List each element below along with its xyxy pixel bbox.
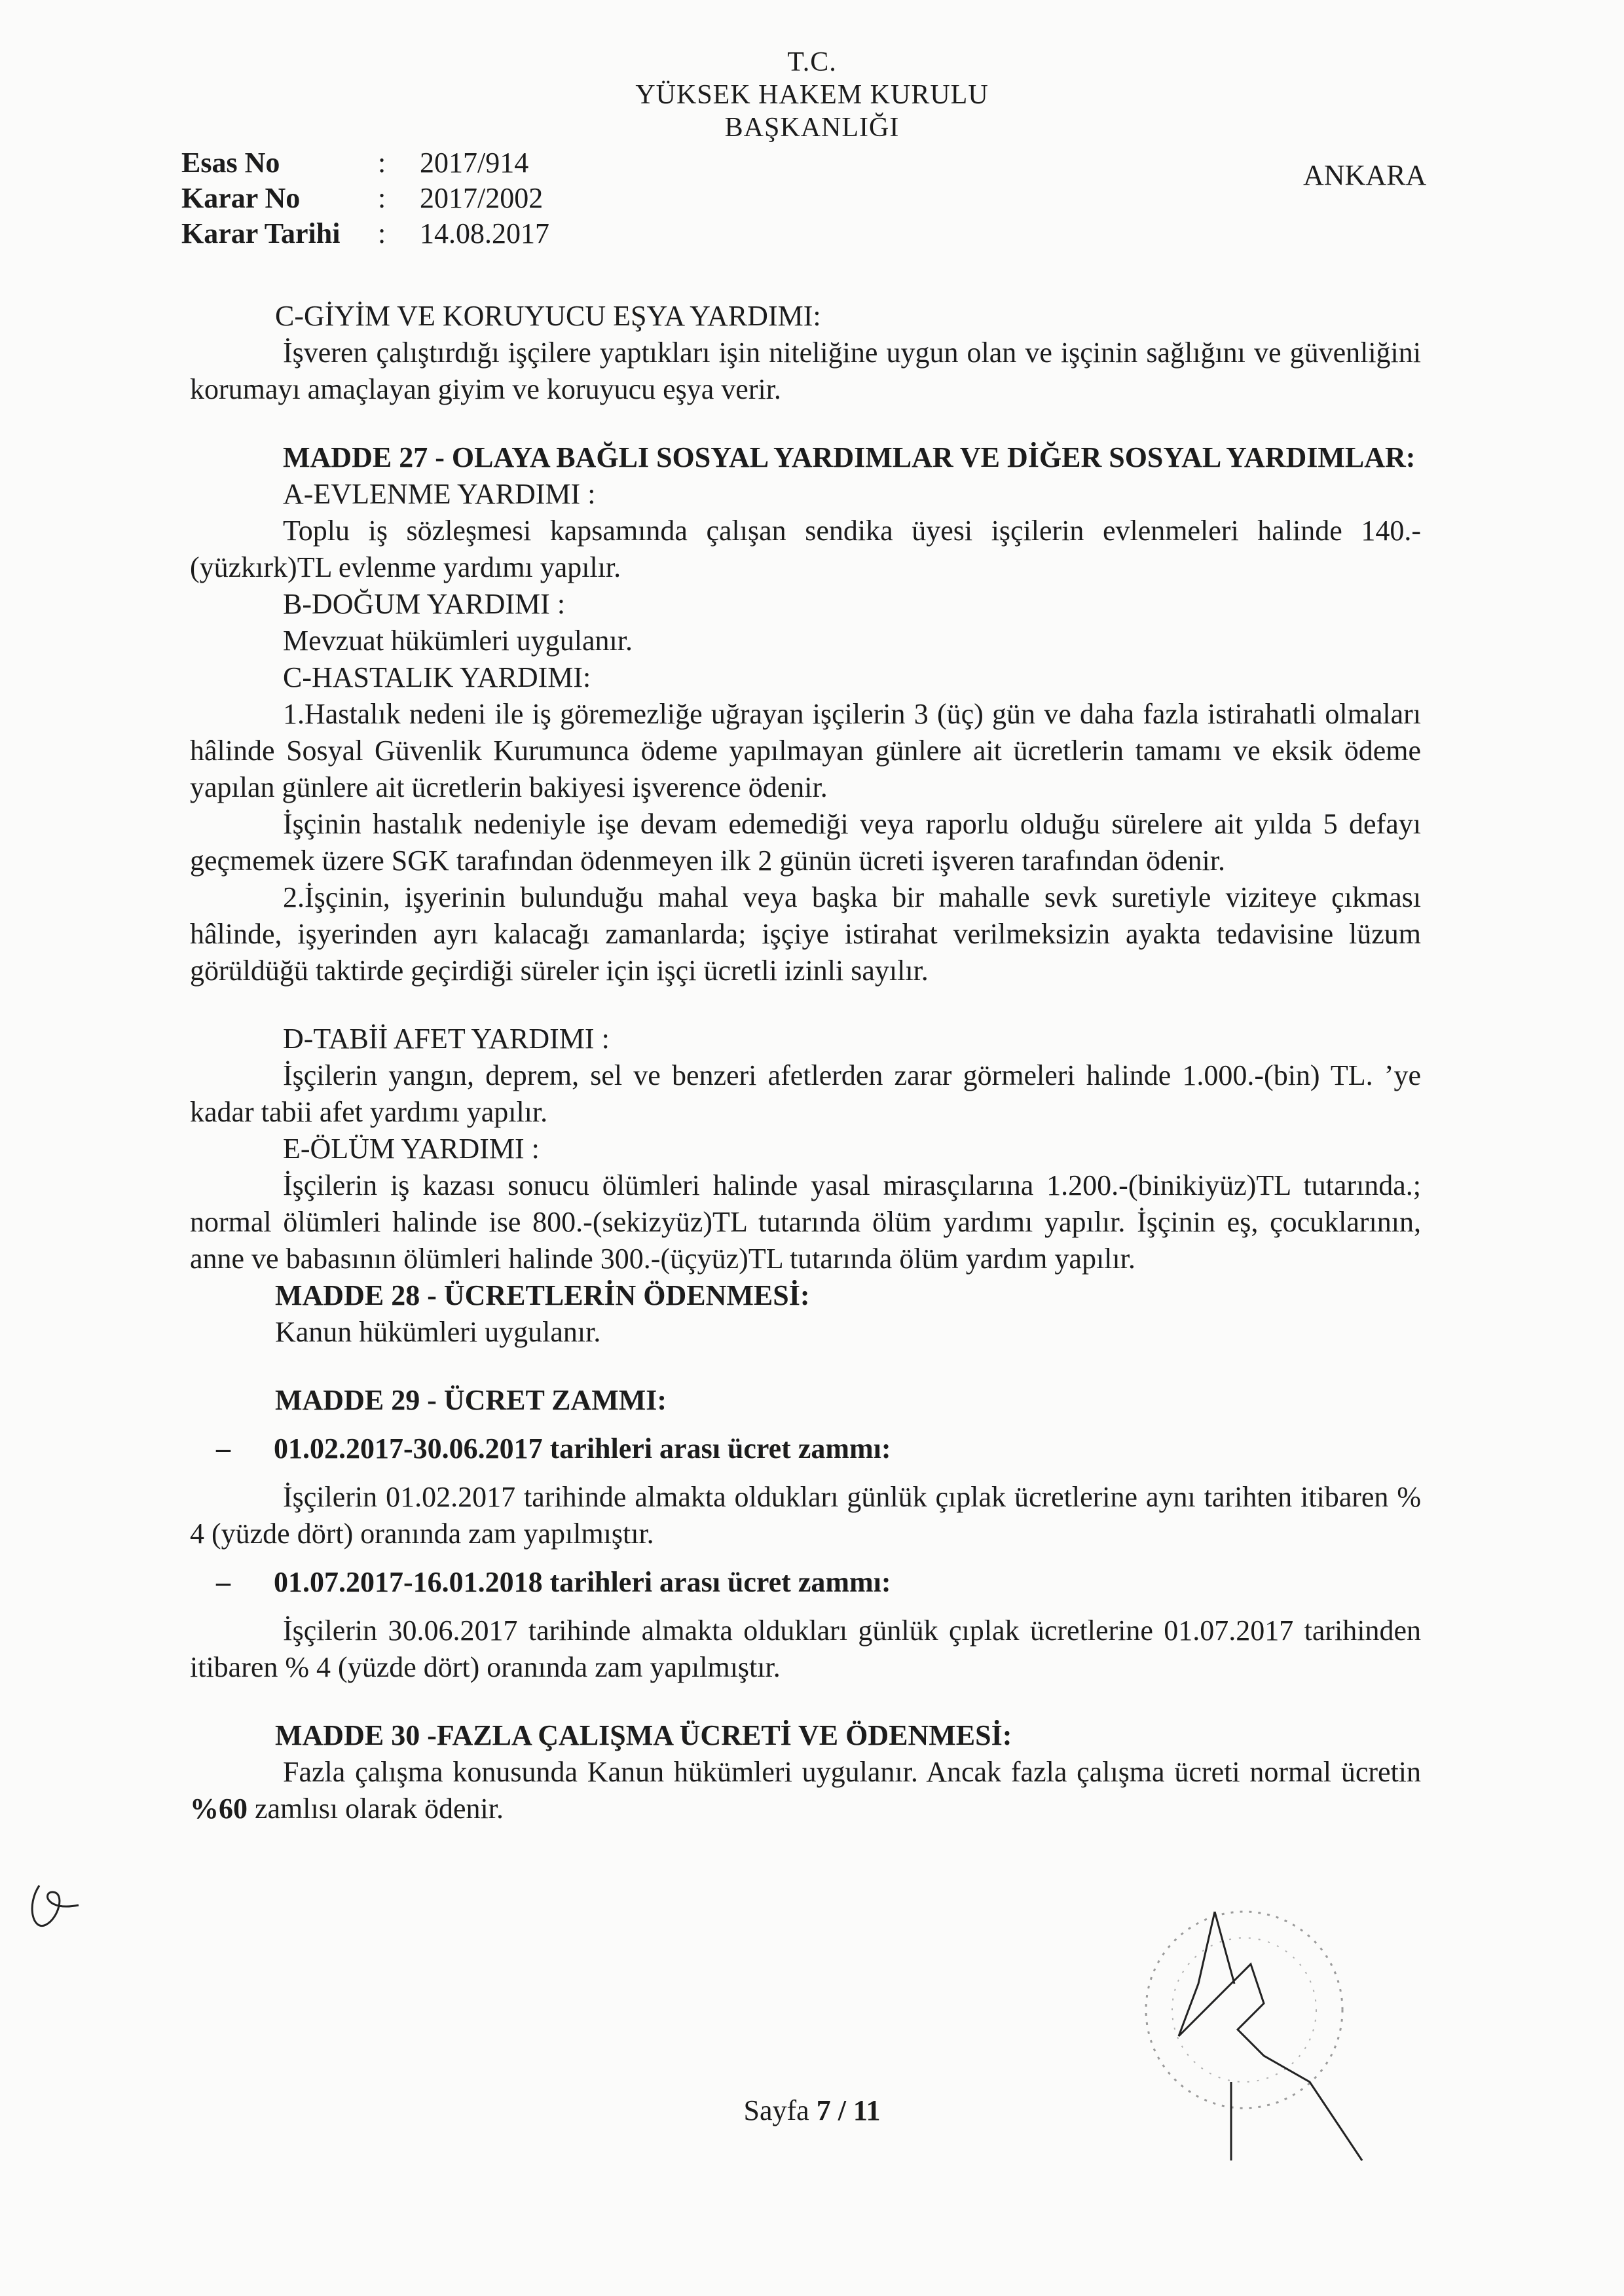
meta-value: 14.08.2017	[420, 217, 549, 249]
paragraph: İşçinin hastalık nedeniyle işe devam edemediği veya raporlu olduğu sürelere ait yılda 5 defayı geçmemek üzere SGK tarafından ödenmeyen ilk 2 günün ücreti işveren tarafından ödenir.	[190, 808, 1421, 877]
period-title: 01.07.2017-16.01.2018 tarihleri arası ücret zammı:	[274, 1566, 891, 1598]
meta-row-esas	[181, 145, 549, 181]
section-title: C-GİYİM VE KORUYUCU EŞYA YARDIMI:	[275, 300, 821, 332]
page-prefix: Sayfa	[743, 2094, 817, 2126]
period-heading	[216, 1564, 1421, 1601]
paragraph: İşçilerin yangın, deprem, sel ve benzeri afetlerden zarar görmeleri halinde 1.000.-(bin) TL. ’ye kadar tabii afet yardımı yapılır.	[190, 1059, 1421, 1128]
paragraph	[190, 1754, 1421, 1827]
meta-colon: :	[378, 147, 386, 179]
meta-value: 2017/914	[420, 147, 529, 179]
section-title: A-EVLENME YARDIMI :	[283, 478, 596, 510]
paragraph: İşçilerin 01.02.2017 tarihinde almakta oldukları günlük çıplak ücretlerine aynı tarihten itibaren % 4 (yüzde dört) oranında zam yapılmıştır.	[190, 1481, 1421, 1550]
article-title: MADDE 30 -FAZLA ÇALIŞMA ÜCRETİ VE ÖDENMESİ:	[275, 1719, 1012, 1751]
percent-value: %60	[190, 1793, 248, 1825]
meta-value: 2017/2002	[420, 182, 544, 214]
header-presidency: BAŞKANLIĞI	[724, 113, 900, 143]
paragraph: Kanun hükümleri uygulanır.	[275, 1316, 601, 1348]
case-meta	[181, 145, 549, 251]
section-title: E-ÖLÜM YARDIMI :	[283, 1133, 540, 1165]
paragraph: Toplu iş sözleşmesi kapsamında çalışan sendika üyesi işçilerin evlenmeleri halinde 140.-(yüzkırk)TL evlenme yardımı yapılır.	[190, 515, 1421, 583]
section-title: C-HASTALIK YARDIMI:	[283, 661, 591, 693]
initial-signature-icon	[20, 1866, 98, 1944]
period-title: 01.02.2017-30.06.2017 tarihleri arası ücret zammı:	[274, 1432, 891, 1465]
paragraph: İşçilerin iş kazası sonucu ölümleri halinde yasal mirasçılarına 1.200.-(binikiyüz)TL tutarında.; normal ölümleri halinde ise 800.-(sekizyüz)TL tutarında ölüm yardımı yapılır. İşçinin eş, çocuklarının, anne ve babasının ölümleri halinde 300.-(üçyüz)TL tutarında ölüm yardım yapılır.	[190, 1169, 1421, 1275]
city-label: ANKARA	[1303, 159, 1427, 191]
paragraph: 2.İşçinin, işyerinin bulunduğu mahal veya başka bir mahalle sevk suretiyle viziteye çıkması hâlinde, işyerinden ayrı kalacağı zamanlarda; işçiye istirahat verilmeksizin ayakta tedavisine lüzum görüldüğü taktirde geçirdiği süreler için işçi ücretli izinli sayılır.	[190, 881, 1421, 987]
meta-colon: :	[378, 182, 386, 214]
paragraph: 1.Hastalık nedeni ile iş göremezliğe uğrayan işçilerin 3 (üç) gün ve daha fazla istirahatli olmaları hâlinde Sosyal Güvenlik Kurumunca ödeme yapılmayan günlere ait ücretlerin tamamı ve eksik ödeme yapılan günlere ait ücretlerin bakiyesi işverence ödenir.	[190, 698, 1421, 803]
stamp-signature-icon	[1100, 1886, 1401, 2265]
document-body	[190, 298, 1421, 1827]
meta-key: Karar No	[181, 182, 301, 214]
text-run: zamlısı olarak ödenir.	[248, 1793, 504, 1825]
header-tc: T.C.	[787, 47, 837, 77]
article-title: MADDE 29 - ÜCRET ZAMMI:	[275, 1384, 667, 1416]
section-title: B-DOĞUM YARDIMI :	[283, 588, 566, 620]
period-heading	[216, 1430, 1421, 1467]
paragraph: İşçilerin 30.06.2017 tarihinde almakta oldukları günlük çıplak ücretlerine 01.07.2017 tarihinden itibaren % 4 (yüzde dört) oranında zam yapılmıştır.	[190, 1614, 1421, 1683]
paragraph: Mevzuat hükümleri uygulanır.	[283, 625, 633, 657]
meta-row-karar	[181, 181, 549, 216]
meta-row-tarih	[181, 216, 549, 251]
meta-key: Karar Tarihi	[181, 217, 341, 249]
meta-key: Esas No	[181, 147, 280, 179]
dash-bullet: –	[216, 1566, 231, 1598]
page-count: 7 / 11	[816, 2094, 881, 2126]
meta-colon: :	[378, 217, 386, 249]
text-run: Fazla çalışma konusunda Kanun hükümleri uygulanır. Ancak fazla çalışma ücreti normal ücretin	[283, 1756, 1421, 1788]
paragraph: İşveren çalıştırdığı işçilere yaptıkları işin niteliğine uygun olan ve işçinin sağlığını ve güvenliğini korumayı amaçlayan giyim ve koruyucu eşya verir.	[190, 337, 1421, 405]
header-institution: YÜKSEK HAKEM KURULU	[635, 80, 989, 110]
article-title: MADDE 28 - ÜCRETLERİN ÖDENMESİ:	[275, 1279, 810, 1311]
article-title: MADDE 27 - OLAYA BAĞLI SOSYAL YARDIMLAR VE DİĞER SOSYAL YARDIMLAR:	[283, 441, 1416, 473]
section-title: D-TABİİ AFET YARDIMI :	[283, 1023, 610, 1055]
dash-bullet: –	[216, 1432, 231, 1465]
